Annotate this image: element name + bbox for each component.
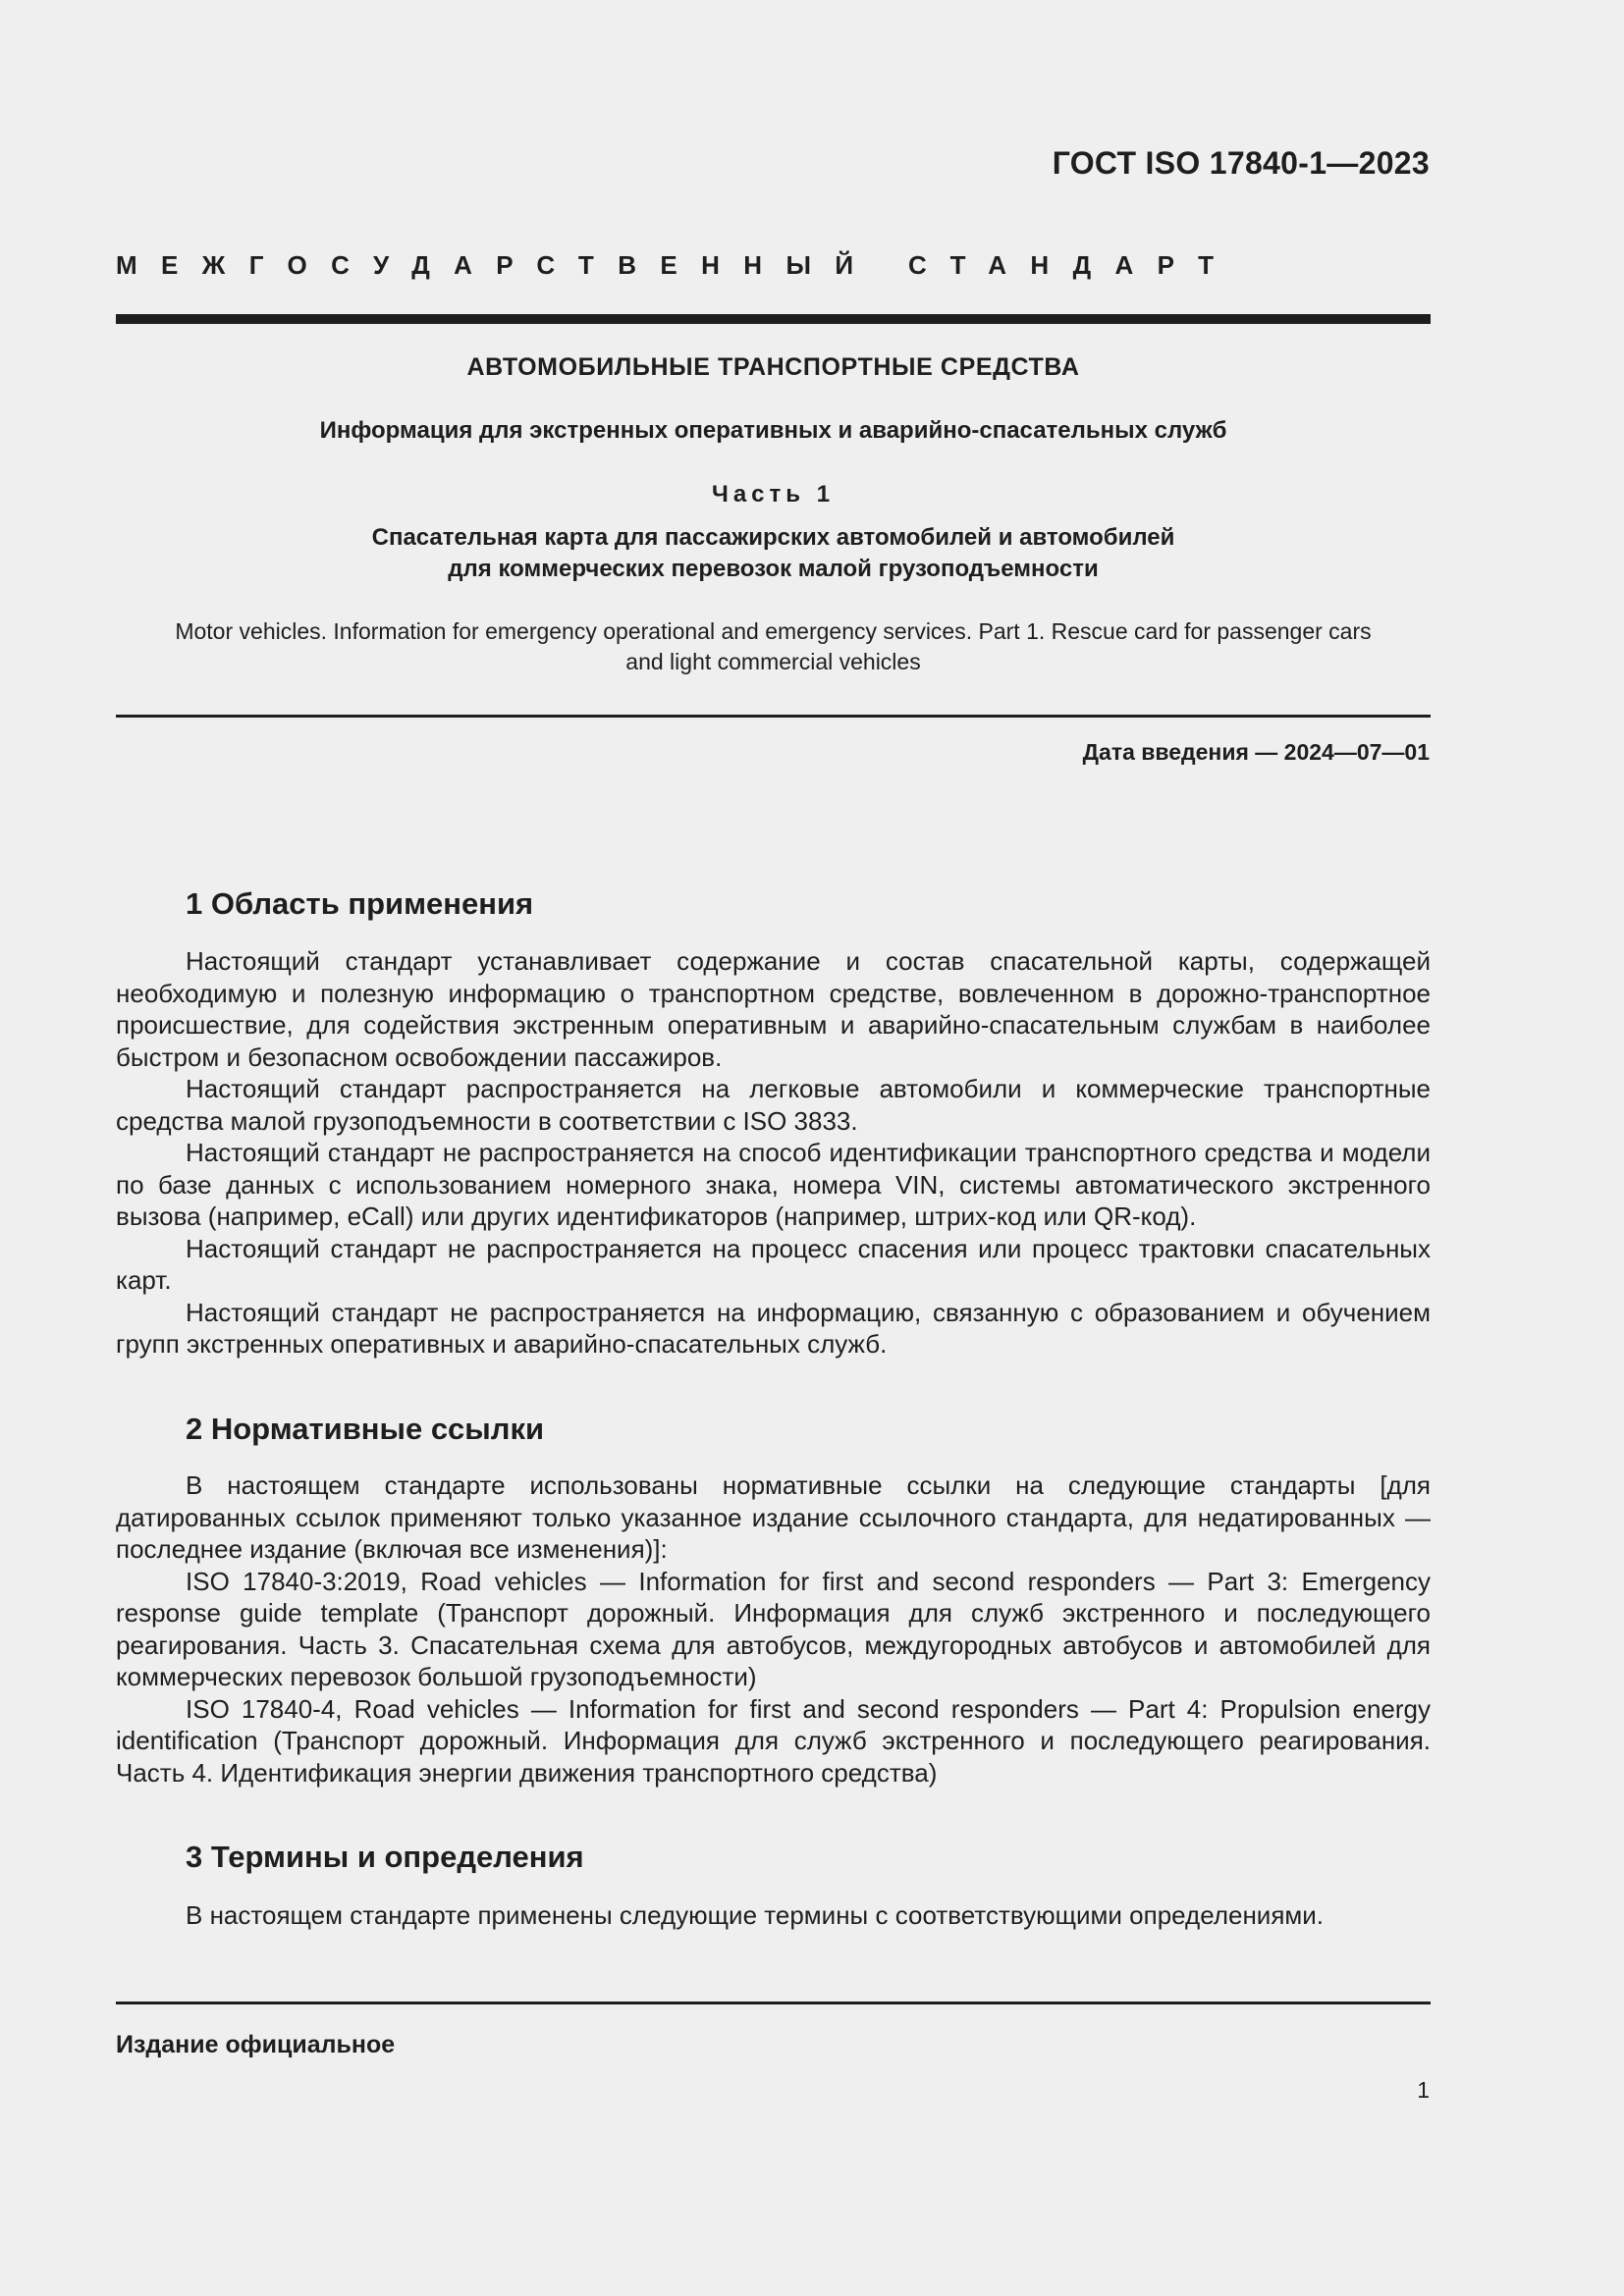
part-title-line-1: Спасательная карта для пассажирских автомобилей и автомобилей [371, 524, 1175, 551]
page-number: 1 [1417, 2077, 1430, 2103]
section-title-scope: 1 Область применения [186, 886, 534, 921]
paragraph: Настоящий стандарт устанавливает содержание и состав спасательной карты, содержащей необходимую и полезную информацию о транспортном средстве, вовлеченном в дорожно-транспортное происшествие, для содействия экстренным оперативным и аварийно-спасательным службам в наиболее быстром и безопасном освобождении пассажиров. [116, 946, 1431, 1072]
paragraph: В настоящем стандарте применены следующие термины с соответствующими определениями. [186, 1900, 1325, 1930]
paragraph: ISO 17840-4, Road vehicles — Information for first and second responders — Part 4: Propulsion energy identification (Транспорт дорожный. Информация для служб экстренного и последующего реагирования. Часть 4. Идентификация энергии движения транспортного средства) [116, 1693, 1431, 1788]
section-body-terms [116, 1899, 1431, 1932]
english-title-line-2: and light commercial vehicles [625, 649, 921, 674]
paragraph: Настоящий стандарт не распространяется на способ идентификации транспортного средства и модели по базе данных с использованием номерного знака, номера VIN, системы автоматического экстренного вызова (например, eCall) или других идентификаторов (например, штрих-код или QR-код). [116, 1138, 1431, 1231]
part-label: Часть 1 [711, 481, 836, 507]
part-title [116, 522, 1431, 585]
title-rule [116, 715, 1431, 718]
paragraph: В настоящем стандарте использованы нормативные ссылки на следующие стандарты [для датированных ссылок применяют только указанное издание ссылочного стандарта, для недатированных — последнее издание (включая все изменения)]: [116, 1470, 1431, 1564]
section-title-terms: 3 Термины и определения [186, 1840, 584, 1874]
english-title-line-1: Motor vehicles. Information for emergency operational and emergency services. Part 1. Rescue card for passenger cars [175, 618, 1372, 644]
part-title-line-2: для коммерческих перевозок малой грузоподъемности [448, 556, 1099, 582]
paragraph: Настоящий стандарт не распространяется на информацию, связанную с образованием и обучением групп экстренных оперативных и аварийно-спасательных служб. [116, 1297, 1431, 1359]
introduction-date: Дата введения — 2024—07—01 [1082, 739, 1430, 765]
paragraph: Настоящий стандарт распространяется на легковые автомобили и коммерческие транспортные средства малой грузоподъемности в соответствии с ISO 3833. [116, 1074, 1431, 1136]
section-body-normative-references [116, 1469, 1431, 1789]
header-rule [116, 314, 1431, 324]
subtitle: Информация для экстренных оперативных и аварийно-спасательных служб [319, 417, 1227, 444]
document-number: ГОСТ ISO 17840-1—2023 [1052, 145, 1430, 181]
footer-rule [116, 2002, 1431, 2004]
main-title: АВТОМОБИЛЬНЫЕ ТРАНСПОРТНЫЕ СРЕДСТВА [466, 353, 1080, 381]
official-edition-label: Издание официальное [116, 2031, 396, 2058]
paragraph: ISO 17840-3:2019, Road vehicles — Information for first and second responders — Part 3: Emergency response guide template (Транспорт дорожный. Информация для служб экстренного и последующего реагирования. Часть 3. Спасательная схема для автобусов, междугородных автобусов и автомобилей для коммерческих перевозок большой грузоподъемности) [116, 1566, 1431, 1691]
section-body-scope [116, 945, 1431, 1361]
interstate-standard-label: МЕЖГОСУДАРСТВЕННЫЙ СТАНДАРТ [116, 250, 1238, 280]
section-title-normative-references: 2 Нормативные ссылки [186, 1412, 545, 1446]
paragraph: Настоящий стандарт не распространяется на процесс спасения или процесс трактовки спасательных карт. [116, 1233, 1431, 1295]
english-title [116, 616, 1431, 677]
